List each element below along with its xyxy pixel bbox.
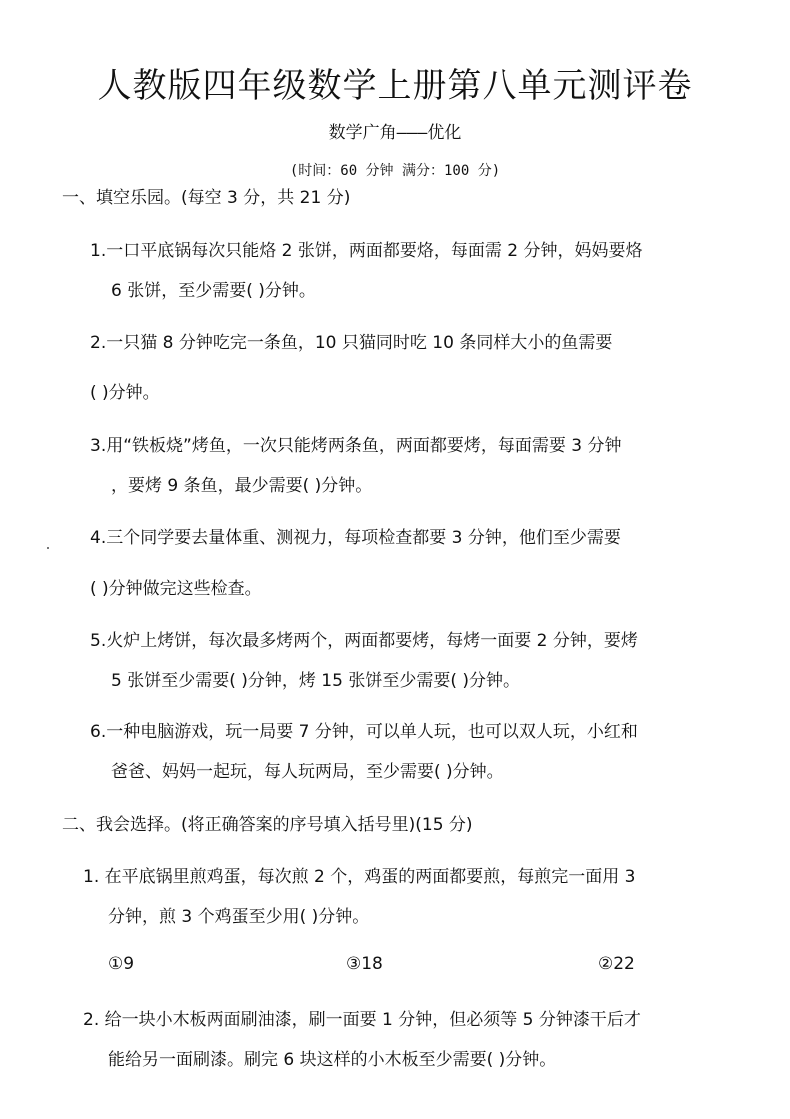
exam-subtitle: 数学广角———优化 <box>328 123 462 143</box>
s2-q2-line2: 能给另一面刷漆。刷完 6 块这样的小木板至少需要( )分钟。 <box>108 1050 557 1070</box>
s1-q5-line1: 5.火炉上烤饼，每次最多烤两个，两面都要烤，每烤一面要 2 分钟，要烤 <box>90 631 638 651</box>
s1-q4-line2: ( )分钟做完这些检查。 <box>90 579 262 599</box>
s1-q4-line1: 4.三个同学要去量体重、测视力，每项检查都要 3 分钟，他们至少需要 <box>90 528 621 548</box>
s1-q1-line1: 1.一口平底锅每次只能烙 2 张饼，两面都要烙，每面需 2 分钟，妈妈要烙 <box>90 241 643 261</box>
s2-q1-option-b: ③18 <box>346 954 383 974</box>
section2-heading: 二、我会选择。(将正确答案的序号填入括号里)(15 分) <box>62 815 473 835</box>
s1-q6-line2: 爸爸、妈妈一起玩，每人玩两局，至少需要( )分钟。 <box>111 762 504 782</box>
exam-time-score-info: (时间：60 分钟 满分：100 分) <box>289 163 501 179</box>
s2-q1-option-a: ①9 <box>108 954 135 974</box>
s1-q6-line1: 6.一种电脑游戏，玩一局要 7 分钟，可以单人玩，也可以双人玩，小红和 <box>90 722 638 742</box>
s1-q3-line2: ，要烤 9 条鱼，最少需要( )分钟。 <box>111 476 373 496</box>
stray-mark <box>47 547 49 549</box>
section1-heading: 一、填空乐园。(每空 3 分，共 21 分) <box>62 188 351 208</box>
s1-q1-line2: 6 张饼，至少需要( )分钟。 <box>111 281 316 301</box>
s2-q1-line1: 1. 在平底锅里煎鸡蛋，每次煎 2 个，鸡蛋的两面都要煎，每煎完一面用 3 <box>83 867 636 887</box>
s2-q1-option-c: ②22 <box>598 954 635 974</box>
exam-title: 人教版四年级数学上册第八单元测评卷 <box>97 66 693 106</box>
s1-q5-line2: 5 张饼至少需要( )分钟，烤 15 张饼至少需要( )分钟。 <box>111 671 520 691</box>
s1-q3-line1: 3.用“铁板烧”烤鱼，一次只能烤两条鱼，两面都要烤，每面需要 3 分钟 <box>90 436 622 456</box>
s1-q2-line2: ( )分钟。 <box>90 383 160 403</box>
s1-q2-line1: 2.一只猫 8 分钟吃完一条鱼，10 只猫同时吃 10 条同样大小的鱼需要 <box>90 333 613 353</box>
s2-q1-line2: 分钟，煎 3 个鸡蛋至少用( )分钟。 <box>108 907 370 927</box>
s2-q2-line1: 2. 给一块小木板两面刷油漆，刷一面要 1 分钟，但必须等 5 分钟漆干后才 <box>83 1010 641 1030</box>
